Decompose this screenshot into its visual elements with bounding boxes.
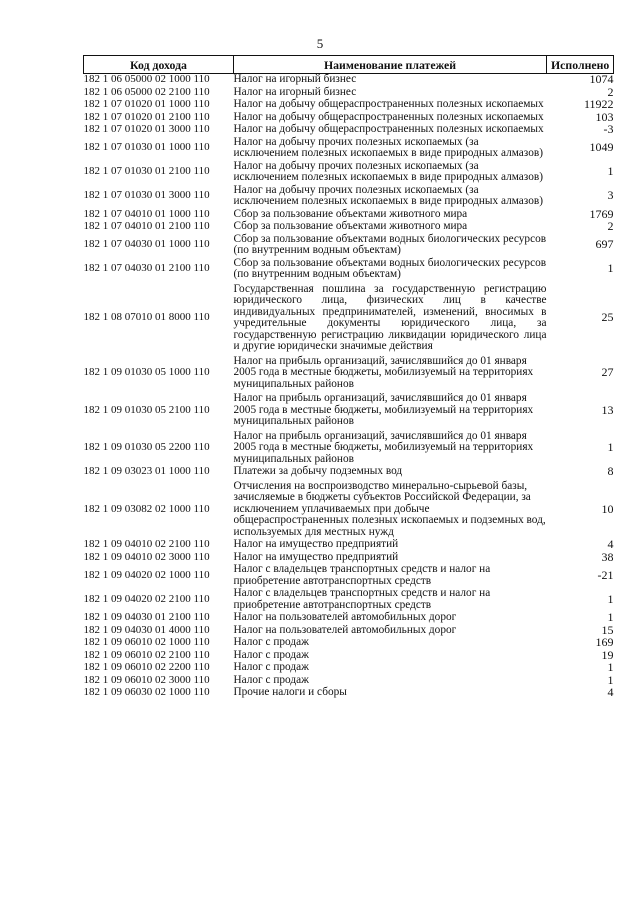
amount-cell: 4 (607, 685, 614, 699)
table-row (84, 98, 614, 111)
table-row (84, 184, 614, 208)
income-code-cell: 182 1 09 04020 02 1000 110 (83, 568, 210, 581)
amount-cell: 697 (595, 237, 614, 252)
table-row (84, 563, 614, 587)
payment-name-cell: Налог с продаж (233, 673, 309, 686)
amount-cell: 13 (601, 402, 614, 417)
amount-cell: 4 (607, 537, 614, 551)
income-code-cell: 182 1 07 01030 01 1000 110 (83, 141, 210, 154)
income-code-cell: 182 1 07 01030 01 2100 110 (83, 165, 210, 178)
payment-name-cell: Платежи за добычу подземных вод (233, 465, 403, 477)
payment-name-cell: Налог с владельцев транспортных средств и налог на приобретение автотранспортных средств (233, 587, 491, 611)
table-row (84, 390, 614, 428)
income-code-cell: 182 1 07 04010 01 2100 110 (83, 220, 210, 232)
payment-name-cell: Налог на игорный бизнес (233, 85, 357, 98)
income-code-cell: 182 1 07 04010 01 1000 110 (83, 207, 210, 220)
amount-cell: 1 (607, 660, 614, 674)
table-row (84, 674, 614, 687)
income-code-cell: 182 1 09 06010 02 1000 110 (83, 636, 210, 648)
payment-name-cell: Налог на добычу прочих полезных ископаемых (за исключением полезных ископаемых в виде природных алмазов) (233, 159, 543, 183)
table-row (84, 478, 614, 539)
payment-name-cell: Налог на добычу общераспространенных полезных ископаемых (233, 110, 544, 123)
amount-cell: 25 (601, 310, 614, 325)
table-row (84, 465, 614, 478)
table-row (84, 624, 614, 637)
table-row (84, 111, 614, 124)
table-row (84, 160, 614, 184)
payment-name-cell: Сбор за пользование объектами животного мира (233, 207, 468, 220)
table-body (84, 74, 614, 699)
payment-name-cell: Налог на прибыль организаций, зачислявшийся до 01 января 2005 года в местные бюджеты, мобилизуемый на территориях муниципальных районов (233, 392, 534, 427)
table-row (84, 538, 614, 551)
payment-name-cell: Налог на игорный бизнес (233, 73, 357, 85)
amount-cell: 1 (607, 672, 614, 687)
table-header-row (84, 56, 614, 74)
payment-name-cell: Прочие налоги и сборы (233, 686, 347, 698)
table-row (84, 649, 614, 662)
payment-name-cell: Налог на прибыль организаций, зачислявшийся до 01 января 2005 года в местные бюджеты, мобилизуемый на территориях муниципальных районов (233, 429, 534, 465)
income-code-cell: 182 1 09 04020 02 2100 110 (83, 592, 210, 605)
amount-cell: 2 (607, 219, 614, 233)
payment-name-cell: Налог на добычу прочих полезных ископаемых (за исключением полезных ископаемых в виде природных алмазов) (233, 183, 543, 207)
income-code-cell: 182 1 07 01020 01 1000 110 (83, 98, 210, 110)
table-row (84, 551, 614, 564)
income-code-cell: 182 1 07 04030 01 2100 110 (83, 262, 210, 275)
amount-cell: 1074 (589, 72, 614, 86)
income-code-cell: 182 1 07 01030 01 3000 110 (83, 189, 210, 202)
payment-name-cell: Отчисления на воспроизводство минерально-сырьевой базы, зачисляемые в бюджеты субъектов Российской Федерации, за исключением уплачиваемых при добыче общераспространенных полезных ископаемых и подземных вод, используемых для местных нужд (233, 479, 546, 538)
income-code-cell: 182 1 09 01030 05 2100 110 (83, 403, 210, 416)
table-row (84, 636, 614, 649)
payment-name-cell: Налог на добычу общераспространенных полезных ископаемых (233, 98, 544, 110)
table-row (84, 123, 614, 136)
amount-cell: 11922 (583, 97, 614, 111)
amount-cell: 103 (595, 109, 614, 124)
amount-cell: 38 (601, 549, 614, 564)
table-row (84, 661, 614, 674)
payment-name-cell: Сбор за пользование объектами водных биологических ресурсов (по внутренним водным объектам) (233, 256, 547, 280)
payment-name-cell: Сбор за пользование объектами животного мира (233, 220, 468, 232)
income-code-cell: 182 1 09 06010 02 2100 110 (83, 648, 210, 661)
payment-name-cell: Налог на пользователей автомобильных дорог (233, 611, 457, 623)
amount-cell: -3 (603, 122, 614, 136)
amount-cell: 19 (601, 647, 614, 662)
page-number: 5 (316, 36, 324, 51)
payment-name-cell: Налог с продаж (233, 648, 309, 661)
table-row (84, 686, 614, 699)
table-row (84, 587, 614, 611)
amount-cell: 3 (607, 188, 614, 203)
amount-cell: 1 (607, 610, 614, 624)
income-code-cell: 182 1 09 03023 01 1000 110 (83, 465, 210, 477)
payment-name-cell: Налог с продаж (233, 661, 309, 673)
table-row (84, 74, 614, 86)
table-row (84, 257, 614, 281)
income-code-cell: 182 1 06 05000 02 1000 110 (83, 73, 210, 85)
table-row (84, 86, 614, 99)
amount-cell: 15 (601, 622, 614, 637)
income-code-cell: 182 1 09 01030 05 1000 110 (83, 366, 210, 378)
amount-cell: 1 (607, 591, 614, 606)
amount-cell: -21 (597, 567, 614, 582)
payment-name-cell: Налог на имущество предприятий (233, 550, 399, 563)
table-row (84, 233, 614, 257)
income-code-cell: 182 1 09 06010 02 3000 110 (83, 673, 210, 686)
income-code-cell: 182 1 07 01020 01 2100 110 (83, 110, 210, 123)
amount-cell: 27 (601, 365, 614, 379)
income-code-cell: 182 1 07 01020 01 3000 110 (83, 123, 210, 135)
payment-name-cell: Налог на имущество предприятий (233, 538, 399, 550)
amount-cell: 8 (607, 464, 614, 478)
table-row (84, 353, 614, 391)
amount-cell: 1049 (589, 140, 614, 155)
table-row (84, 428, 614, 466)
amount-cell: 10 (601, 501, 614, 516)
payment-name-cell: Налог с продаж (233, 636, 309, 648)
amount-cell: 2 (607, 84, 614, 99)
table-row (84, 281, 614, 353)
income-code-cell: 182 1 09 06030 02 1000 110 (83, 686, 210, 698)
income-code-cell: 182 1 09 04010 02 2100 110 (83, 538, 210, 550)
income-code-cell: 182 1 09 04030 01 2100 110 (83, 611, 210, 623)
payment-name-cell: Сбор за пользование объектами водных биологических ресурсов (по внутренним водным объектам) (233, 232, 547, 256)
income-code-cell: 182 1 09 04030 01 4000 110 (83, 623, 210, 636)
table-row (84, 136, 614, 160)
income-code-cell: 182 1 06 05000 02 2100 110 (83, 85, 210, 98)
income-code-cell: 182 1 07 04030 01 1000 110 (83, 238, 210, 251)
payment-name-cell: Налог на добычу прочих полезных ископаемых (за исключением полезных ископаемых в виде природных алмазов) (233, 135, 543, 159)
table-row (84, 220, 614, 233)
amount-cell: 1 (607, 440, 614, 454)
amount-cell: 1 (607, 164, 614, 179)
payment-name-cell: Налог на добычу общераспространенных полезных ископаемых (233, 123, 544, 135)
income-code-cell: 182 1 09 03082 02 1000 110 (83, 502, 210, 515)
amount-cell: 169 (595, 635, 614, 649)
table-row (84, 611, 614, 624)
amount-cell: 1 (607, 261, 614, 276)
income-code-cell: 182 1 09 06010 02 2200 110 (83, 661, 210, 673)
payment-name-cell: Налог с владельцев транспортных средств и налог на приобретение автотранспортных средств (233, 563, 491, 587)
income-code-cell: 182 1 09 01030 05 2200 110 (83, 441, 210, 453)
payment-name-cell: Государственная пошлина за государственную регистрацию юридического лица, физических лиц в качестве индивидуальных предпринимателей, изменений, вносимых в учредительные документы юридического лица, за государственную регистрацию ликвидации юридического лица и другие юридически значимые действия (233, 282, 547, 352)
income-code-cell: 182 1 08 07010 01 8000 110 (83, 311, 210, 324)
payment-name-cell: Налог на прибыль организаций, зачислявшийся до 01 января 2005 года в местные бюджеты, мобилизуемый на территориях муниципальных районов (233, 354, 534, 390)
table-row (84, 208, 614, 221)
amount-cell: 1769 (589, 206, 614, 221)
column-header-amount: Исполнено (547, 56, 614, 74)
payment-name-cell: Налог на пользователей автомобильных дорог (233, 623, 457, 636)
column-header-name: Наименование платежей (234, 56, 547, 74)
income-code-cell: 182 1 09 04010 02 3000 110 (83, 550, 210, 563)
column-header-code: Код дохода (84, 56, 234, 74)
revenue-table (83, 55, 614, 699)
